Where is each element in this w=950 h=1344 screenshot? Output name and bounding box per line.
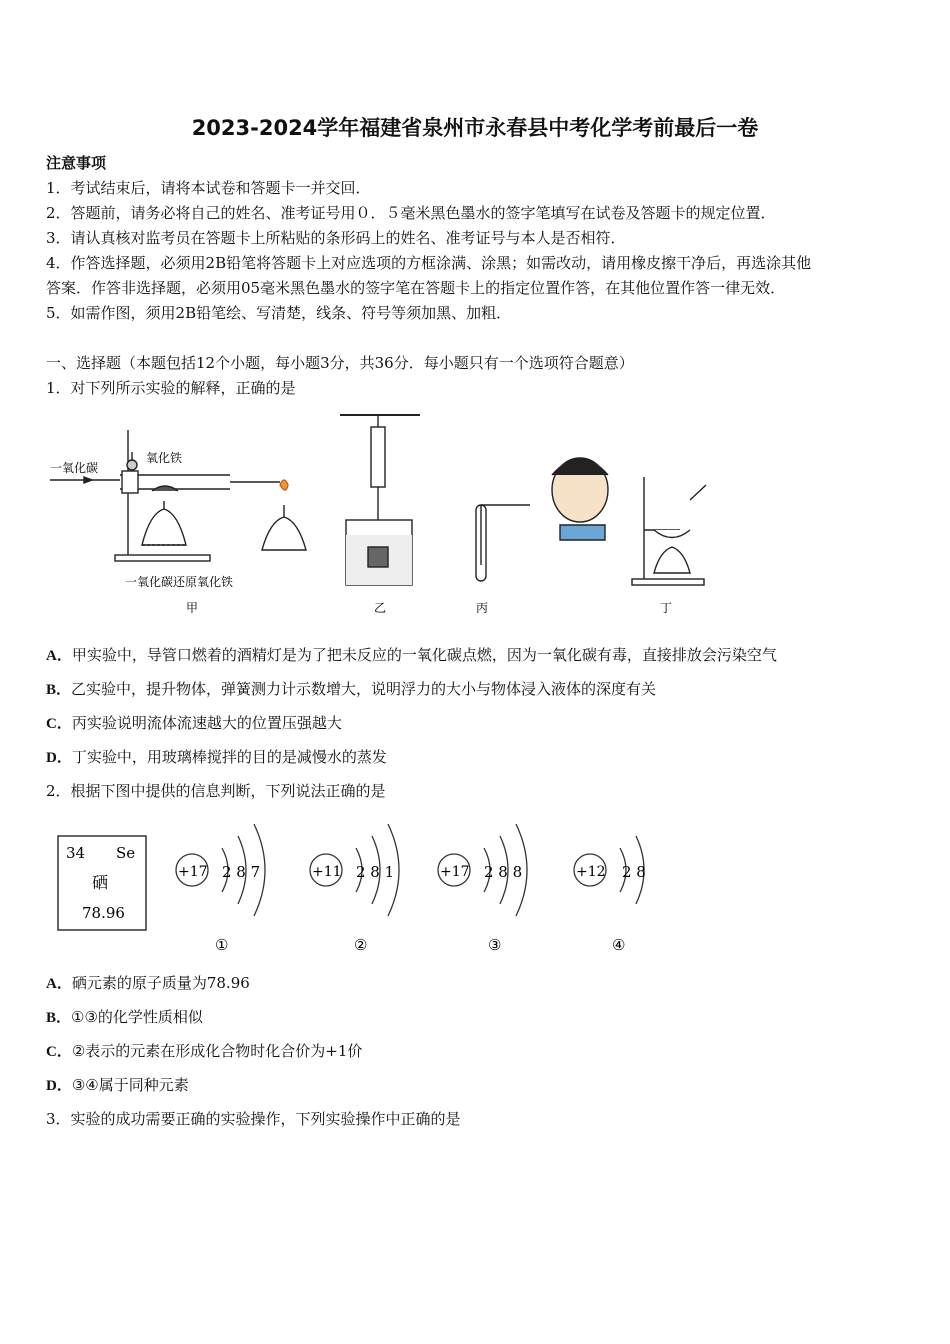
option-b: B．乙实验中，提升物体，弹簧测力计示数增大，说明浮力的大小与物体浸入液体的深度有关 bbox=[46, 680, 657, 698]
caption-yi: 乙 bbox=[374, 601, 387, 615]
atom-1-nucleus: +17 bbox=[178, 864, 208, 880]
atom-1-label: ① bbox=[215, 936, 229, 954]
atom-3-shells: 2 8 8 bbox=[484, 863, 523, 881]
option-b: B．①③的化学性质相似 bbox=[46, 1008, 203, 1026]
section-heading: 一、选择题（本题包括12个小题，每小题3分，共36分．每小题只有一个选项符合题意） bbox=[46, 354, 634, 372]
question-stem: 2．根据下图中提供的信息判断，下列说法正确的是 bbox=[46, 782, 386, 800]
caption-jia-sub: 一氧化碳还原氧化铁 bbox=[125, 575, 234, 589]
atom-3-label: ③ bbox=[488, 936, 502, 954]
element-name: 硒 bbox=[92, 873, 109, 892]
option-c: C．丙实验说明流体流速越大的位置压强越大 bbox=[46, 714, 342, 732]
caption-bing: 丙 bbox=[476, 601, 489, 615]
option-d: D．丁实验中，用玻璃棒搅拌的目的是减慢水的蒸发 bbox=[46, 748, 387, 766]
option-c: C．②表示的元素在形成化合物时化合价为+1价 bbox=[46, 1042, 363, 1060]
notice-item: 答案．作答非选择题，必须用05毫米黑色墨水的签字笔在答题卡上的指定位置作答，在其他位置作答一律无效． bbox=[46, 279, 786, 297]
atom-2-shells: 2 8 1 bbox=[356, 863, 395, 881]
atom-4-label: ④ bbox=[612, 936, 626, 954]
element-symbol: Se bbox=[116, 844, 136, 862]
option-d: D．③④属于同种元素 bbox=[46, 1076, 189, 1094]
label-fe2o3: 氧化铁 bbox=[146, 451, 183, 465]
page-title: 2023-2024学年福建省泉州市永春县中考化学考前最后一卷 bbox=[191, 116, 759, 140]
notice-item: 2．答题前，请务必将自己的姓名、准考证号用０．５毫米黑色墨水的签字笔填写在试卷及答题卡的规定位置． bbox=[46, 204, 776, 222]
caption-ding: 丁 bbox=[660, 601, 673, 615]
notice-item: 3．请认真核对监考员在答题卡上所粘贴的条形码上的姓名、准考证号与本人是否相符． bbox=[46, 229, 626, 247]
notice-item: 5．如需作图，须用2B铅笔绘、写清楚，线条、符号等须加黑、加粗． bbox=[46, 304, 512, 322]
element-number: 34 bbox=[66, 844, 86, 862]
question-stem: 3．实验的成功需要正确的实验操作，下列实验操作中正确的是 bbox=[46, 1110, 461, 1128]
question-stem: 1．对下列所示实验的解释，正确的是 bbox=[46, 379, 296, 397]
atom-4-shells: 2 8 bbox=[622, 863, 646, 881]
q2-atom-figure bbox=[50, 810, 670, 960]
notice-heading: 注意事项 bbox=[46, 154, 107, 172]
label-co: 一氧化碳 bbox=[50, 461, 99, 475]
atom-2-nucleus: +11 bbox=[312, 864, 342, 880]
option-a: A．甲实验中，导管口燃着的酒精灯是为了把未反应的一氧化碳点燃，因为一氧化碳有毒，直接排放会污染空气 bbox=[46, 646, 777, 664]
caption-jia: 甲 bbox=[186, 601, 199, 615]
element-mass: 78.96 bbox=[82, 904, 125, 922]
q1-experiment-figure bbox=[40, 405, 720, 620]
atom-4-nucleus: +12 bbox=[576, 864, 606, 880]
atom-2-label: ② bbox=[354, 936, 368, 954]
atom-1-shells: 2 8 7 bbox=[222, 863, 261, 881]
notice-item: 4．作答选择题，必须用2B铅笔将答题卡上对应选项的方框涂满、涂黑；如需改动，请用橡皮擦干净后，再选涂其他 bbox=[46, 254, 812, 272]
option-a: A．硒元素的原子质量为78.96 bbox=[46, 974, 250, 992]
notice-item: 1．考试结束后，请将本试卷和答题卡一并交回． bbox=[46, 179, 371, 197]
atom-3-nucleus: +17 bbox=[440, 864, 470, 880]
